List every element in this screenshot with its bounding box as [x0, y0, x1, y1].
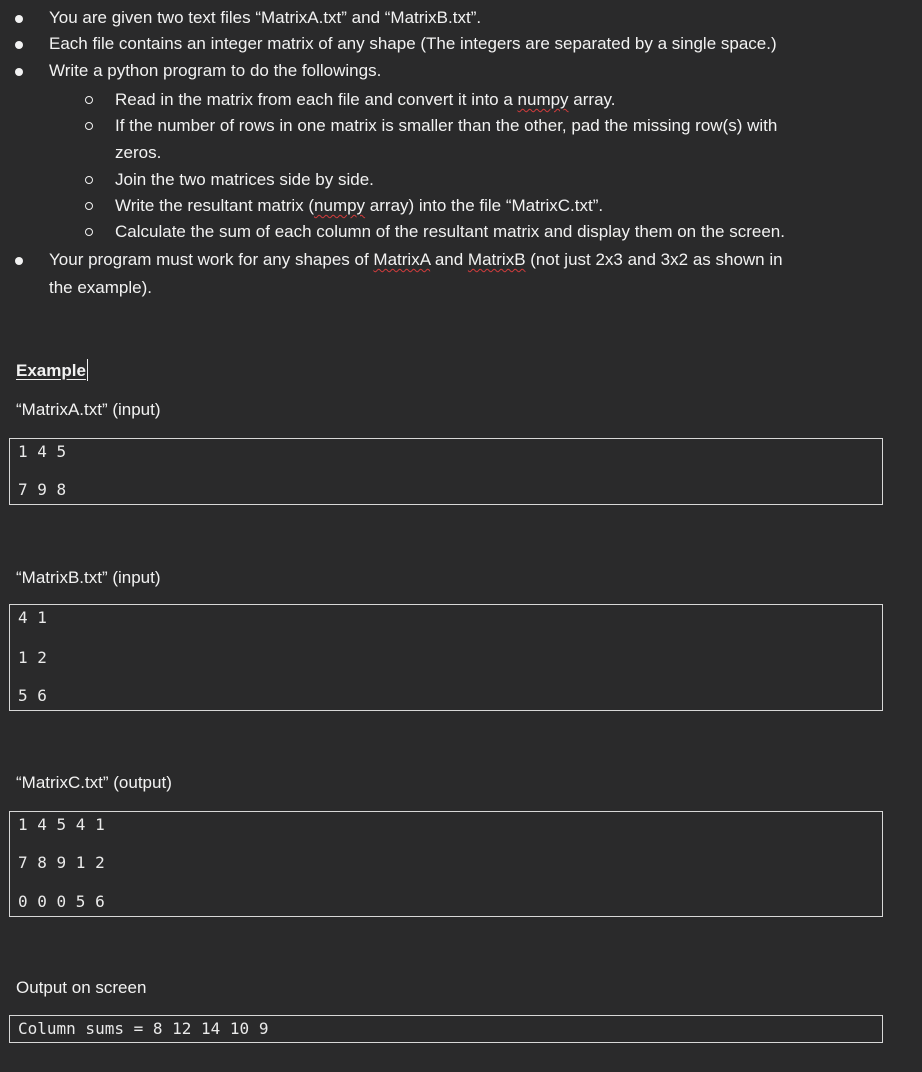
instruction-bullet-2: Each file contains an integer matrix of any shape (The integers are separated by a single space.): [49, 34, 777, 53]
sub-item-pad-continued: zeros.: [115, 143, 162, 162]
matrix-a-label: “MatrixA.txt” (input): [16, 400, 161, 419]
sub-item-join: Join the two matrices side by side.: [115, 170, 374, 189]
screen-output-box[interactable]: [9, 1015, 883, 1043]
sub-bullet-circle: [85, 202, 93, 210]
screen-output-label: Output on screen: [16, 978, 147, 997]
sub-item-read: Read in the matrix from each file and convert it into a numpy array.: [115, 90, 616, 109]
matrix-row: 1 4 5 4 1: [18, 815, 105, 834]
matrix-row: 7 9 8: [18, 480, 67, 499]
matrix-row: 5 6: [18, 686, 47, 705]
sub-item-write: Write the resultant matrix (numpy array) into the file “MatrixC.txt”.: [115, 196, 604, 215]
instruction-bullet-1: You are given two text files “MatrixA.txt” and “MatrixB.txt”.: [49, 8, 482, 27]
bullet-dot: [15, 41, 23, 49]
matrix-a-box[interactable]: [9, 438, 883, 505]
bullet-dot: [15, 257, 23, 265]
column-sums-text: Column sums = 8 12 14 10 9: [18, 1019, 269, 1038]
sub-bullet-circle: [85, 176, 93, 184]
spellcheck-word: MatrixA: [373, 250, 431, 269]
matrix-c-label: “MatrixC.txt” (output): [16, 773, 172, 792]
matrix-row: 1 4 5: [18, 442, 67, 461]
spellcheck-word: numpy: [314, 196, 366, 215]
matrix-c-box[interactable]: [9, 811, 883, 917]
matrix-b-label: “MatrixB.txt” (input): [16, 568, 161, 587]
matrix-row: 4 1: [18, 608, 47, 627]
sub-item-sum: Calculate the sum of each column of the resultant matrix and display them on the screen.: [115, 222, 785, 241]
instruction-bullet-4-continued: the example).: [49, 278, 152, 297]
spellcheck-word: MatrixB: [467, 250, 526, 269]
instruction-bullet-3: Write a python program to do the followings.: [49, 61, 382, 80]
matrix-row: 7 8 9 1 2: [18, 853, 105, 872]
sub-item-pad: If the number of rows in one matrix is smaller than the other, pad the missing row(s) with: [115, 116, 778, 135]
sub-bullet-circle: [85, 96, 93, 104]
bullet-dot: [15, 68, 23, 76]
text-cursor: [87, 359, 89, 381]
sub-bullet-circle: [85, 122, 93, 130]
matrix-row: 1 2: [18, 648, 47, 667]
bullet-dot: [15, 15, 23, 23]
sub-bullet-circle: [85, 228, 93, 236]
spellcheck-word: numpy: [517, 90, 569, 109]
instruction-bullet-4: Your program must work for any shapes of MatrixA and MatrixB (not just 2x3 and 3x2 as shown in: [49, 250, 783, 269]
matrix-row: 0 0 0 5 6: [18, 892, 105, 911]
example-heading[interactable]: Example: [16, 359, 88, 381]
matrix-b-box[interactable]: [9, 604, 883, 711]
